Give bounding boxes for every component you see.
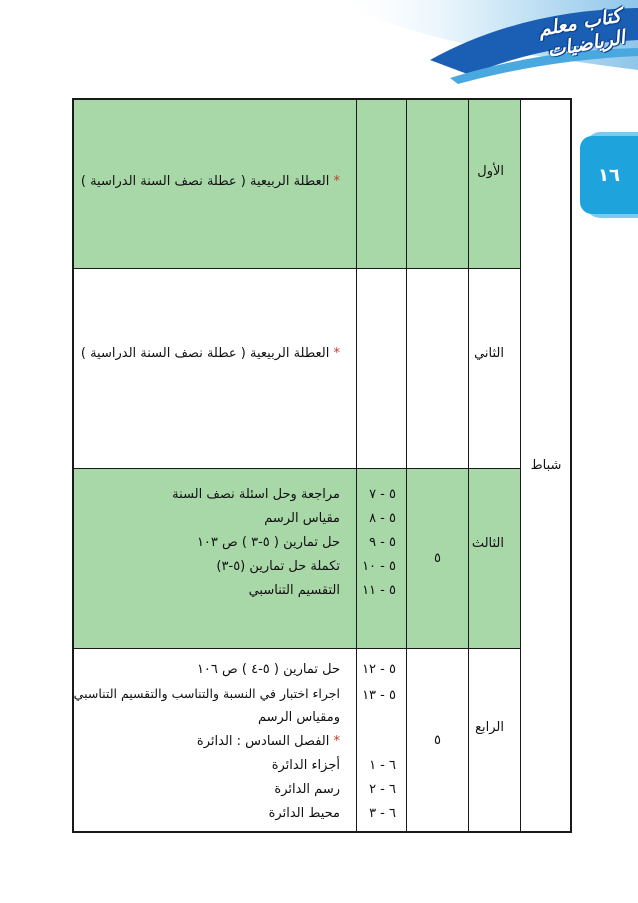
lesson-number: ٥ - ٨ — [369, 511, 396, 526]
lesson-number: ٥ - ١٢ — [362, 662, 396, 677]
lesson-number: ٥ - ٩ — [369, 535, 396, 550]
bullet-star: * — [333, 174, 340, 189]
periods-count: ٥ — [434, 732, 441, 748]
topic-line: حل تمارين ( ٥-٣ ) ص ١٠٣ — [196, 535, 340, 550]
week-label: الثاني — [474, 346, 504, 361]
month-label: شباط — [530, 458, 562, 473]
topic-line: أجزاء الدائرة — [271, 758, 340, 773]
grid-line — [520, 98, 521, 833]
grid-line — [72, 98, 74, 833]
periods-cell — [407, 469, 468, 648]
schedule-table — [72, 98, 572, 833]
lesson-number: ٥ - ١٣ — [362, 688, 396, 703]
page-number-tab — [580, 136, 638, 214]
topic-text: الفصل السادس : الدائرة — [196, 734, 330, 749]
periods-count: ٥ — [434, 551, 441, 566]
bullet-star: * — [333, 734, 340, 749]
lesson-number: ٦ - ١ — [369, 758, 396, 773]
lesson-number: ٥ - ١١ — [362, 583, 396, 598]
grid-line — [356, 98, 357, 833]
grid-line — [570, 98, 572, 833]
header-banner — [0, 0, 638, 95]
topic-text: العطلة الربيعية ( عطلة نصف السنة الدراسية ) — [80, 346, 330, 361]
lesson-number: ٥ - ١٠ — [362, 559, 396, 574]
topic-line: حل تمارين ( ٥-٤ ) ص ١٠٦ — [196, 662, 340, 677]
page-number: ١٦ — [598, 164, 620, 186]
lesson-number: ٦ - ٣ — [369, 806, 396, 821]
topic-line: ومقياس الرسم — [258, 710, 340, 725]
lesson-number: ٦ - ٢ — [369, 782, 396, 797]
week-label: الأول — [477, 164, 504, 179]
bullet-star: * — [333, 346, 340, 361]
topic-line: مقياس الرسم — [264, 511, 340, 526]
book-title: كتاب معلم الرياضيات — [536, 4, 627, 62]
topic-line: التقسيم التناسبي — [248, 583, 340, 598]
topic-line — [81, 342, 340, 366]
grid-line — [72, 268, 520, 269]
grid-line — [72, 98, 572, 100]
grid-line — [72, 831, 572, 833]
topic-line — [81, 170, 340, 194]
topic-line: محيط الدائرة — [268, 806, 340, 821]
topic-line: تكملة حل تمارين (٥-٣) — [216, 559, 340, 574]
month-cell — [522, 100, 570, 831]
grid-line — [468, 98, 469, 833]
topic-line: اجراء اختبار في النسبة والتناسب والتقسيم التناسبي — [73, 686, 340, 701]
lesson-number: ٥ - ٧ — [369, 487, 396, 502]
topic-line: رسم الدائرة — [274, 782, 340, 797]
topic-line: مراجعة وحل اسئلة نصف السنة — [172, 487, 340, 502]
week-label: الثالث — [471, 536, 504, 551]
topic-text: العطلة الربيعية ( عطلة نصف السنة الدراسية ) — [80, 174, 330, 189]
week-label: الرابع — [475, 720, 504, 735]
topic-line — [197, 730, 340, 754]
periods-cell — [407, 649, 468, 831]
